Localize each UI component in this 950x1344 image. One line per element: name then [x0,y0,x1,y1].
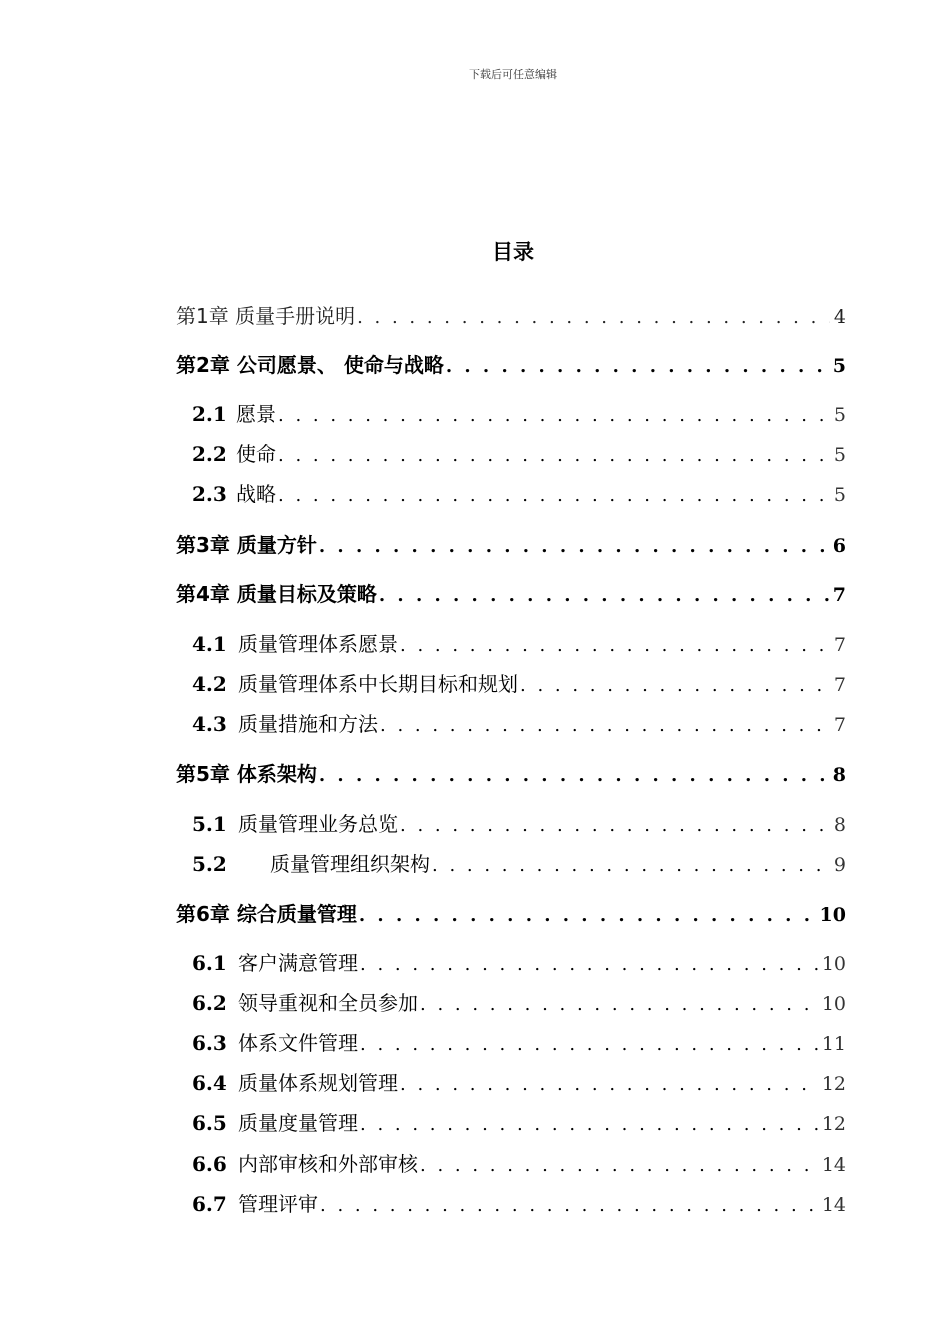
toc-page-number: 7 [833,634,846,656]
toc-entry-label [192,1069,398,1097]
toc-section-number: 4.1 [192,632,227,656]
toc-chapter-entry[interactable] [176,302,846,330]
toc-page-number: 14 [821,1194,846,1216]
toc-section-number: 6.3 [192,1031,227,1055]
toc-section-number: 6.1 [192,951,227,975]
toc-page-number: 8 [833,814,846,836]
toc-section-entry[interactable] [192,670,846,698]
toc-section-title: 愿景 [236,402,276,426]
toc-section-number: 2.1 [192,402,227,426]
toc-entry-label: 第1章 质量手册说明 [176,304,356,328]
toc-section-title: 领导重视和全员参加 [238,991,418,1015]
toc-section-number: 6.2 [192,991,227,1015]
toc-page-number: 5 [833,484,846,506]
toc-entry-label [192,630,398,658]
toc-section-number: 6.7 [192,1192,227,1216]
toc-page-number: 12 [821,1113,846,1135]
toc-section-entry[interactable] [192,400,846,428]
toc-entry-label [192,400,276,428]
toc-section-entry[interactable] [192,1190,846,1218]
toc-section-entry[interactable] [192,1150,846,1178]
toc-section-entry[interactable] [192,850,846,878]
toc-section-title: 体系文件管理 [238,1031,358,1055]
toc-section-title: 质量管理业务总览 [238,812,398,836]
toc-dot-leader [420,1152,818,1180]
toc-entry-label [192,810,398,838]
toc-dot-leader [400,1071,818,1099]
toc-section-number: 4.2 [192,672,227,696]
toc-dot-leader [379,582,829,610]
toc-entry-label [192,850,430,878]
toc-section-title: 质量管理体系愿景 [238,632,398,656]
toc-section-title: 使命 [236,442,276,466]
toc-dot-leader [420,991,818,1019]
toc-page-number: 8 [832,764,846,786]
toc-dot-leader [520,672,830,700]
toc-section-entry[interactable] [192,1069,846,1097]
toc-entry-label [192,480,276,508]
toc-page-number: 10 [821,993,846,1015]
toc-section-entry[interactable] [192,480,846,508]
toc-dot-leader [400,632,830,660]
toc-dot-leader [278,442,830,470]
toc-section-title: 管理评审 [238,1192,318,1216]
toc-page-number: 14 [821,1154,846,1176]
toc-section-number: 2.3 [192,482,227,506]
toc-section-title: 质量管理体系中长期目标和规划 [238,672,518,696]
toc-dot-leader [319,762,829,790]
toc-page-number: 4 [833,306,846,328]
toc-dot-leader [400,812,830,840]
toc-section-number: 4.3 [192,712,227,736]
toc-section-entry[interactable] [192,440,846,468]
toc-dot-leader [320,1192,818,1220]
toc-section-entry[interactable] [192,810,846,838]
toc-dot-leader [278,402,830,430]
toc-section-entry[interactable] [192,949,846,977]
toc-page-number: 10 [821,953,846,975]
toc-section-title: 内部审核和外部审核 [238,1152,418,1176]
toc-page-number: 7 [832,584,846,606]
toc-chapter-entry[interactable] [176,900,846,928]
toc-section-number: 5.2 [192,852,227,876]
toc-chapter-entry[interactable] [176,531,846,559]
toc-entry-label: 第2章 公司愿景、 使命与战略 [176,353,444,377]
toc-page-number: 10 [819,904,846,926]
toc-page-number: 7 [833,674,846,696]
toc-entry-label: 第4章 质量目标及策略 [176,582,377,606]
toc-entry-label [192,710,378,738]
toc-entry-label [192,670,518,698]
toc-page-number: 6 [832,535,846,557]
toc-page-number: 9 [833,854,846,876]
toc-section-entry[interactable] [192,1029,846,1057]
toc-section-title: 质量度量管理 [238,1111,358,1135]
toc-section-entry[interactable] [192,989,846,1017]
toc-section-title: 质量体系规划管理 [238,1071,398,1095]
toc-entry-label: 第6章 综合质量管理 [176,902,357,926]
toc-section-entry[interactable] [192,710,846,738]
toc-page-number: 11 [821,1033,846,1055]
toc-entry-label [192,1109,358,1137]
toc-section-number: 6.6 [192,1152,227,1176]
toc-section-number: 6.5 [192,1111,227,1135]
toc-section-title: 质量管理组织架构 [270,852,430,876]
toc-section-title: 客户满意管理 [238,951,358,975]
toc-page-number: 5 [833,404,846,426]
toc-dot-leader [278,482,830,510]
toc-entry-label [192,440,276,468]
toc-entry-label [192,949,358,977]
toc-dot-leader [380,712,830,740]
toc-page-number: 7 [833,714,846,736]
toc-dot-leader [319,533,829,561]
toc-section-title: 战略 [236,482,276,506]
toc-page-number: 5 [833,444,846,466]
toc-entry-label [192,1190,318,1218]
toc-entry-label [192,1029,358,1057]
header-note: 下载后可任意编辑 [469,68,557,81]
toc-dot-leader [432,852,830,880]
toc-page-number: 12 [821,1073,846,1095]
toc-dot-leader [360,1111,818,1139]
toc-entry-label [192,1150,418,1178]
toc-section-number: 6.4 [192,1071,227,1095]
toc-page-number: 5 [832,355,846,377]
toc-section-entry[interactable] [192,630,846,658]
toc-chapter-entry[interactable] [176,760,846,788]
toc-entry-label [192,989,418,1017]
toc-entry-label: 第5章 体系架构 [176,762,317,786]
toc-entry-label: 第3章 质量方针 [176,533,317,557]
toc-section-number: 2.2 [192,442,227,466]
toc-dot-leader [446,353,829,381]
toc-title: 目录 [492,240,534,264]
toc-dot-leader [360,951,818,979]
toc-chapter-entry[interactable] [176,351,846,379]
toc-dot-leader [359,902,816,930]
toc-section-number: 5.1 [192,812,227,836]
toc-chapter-entry[interactable] [176,580,846,608]
toc-dot-leader [357,304,830,332]
toc-section-entry[interactable] [192,1109,846,1137]
toc-dot-leader [360,1031,818,1059]
toc-section-title: 质量措施和方法 [238,712,378,736]
